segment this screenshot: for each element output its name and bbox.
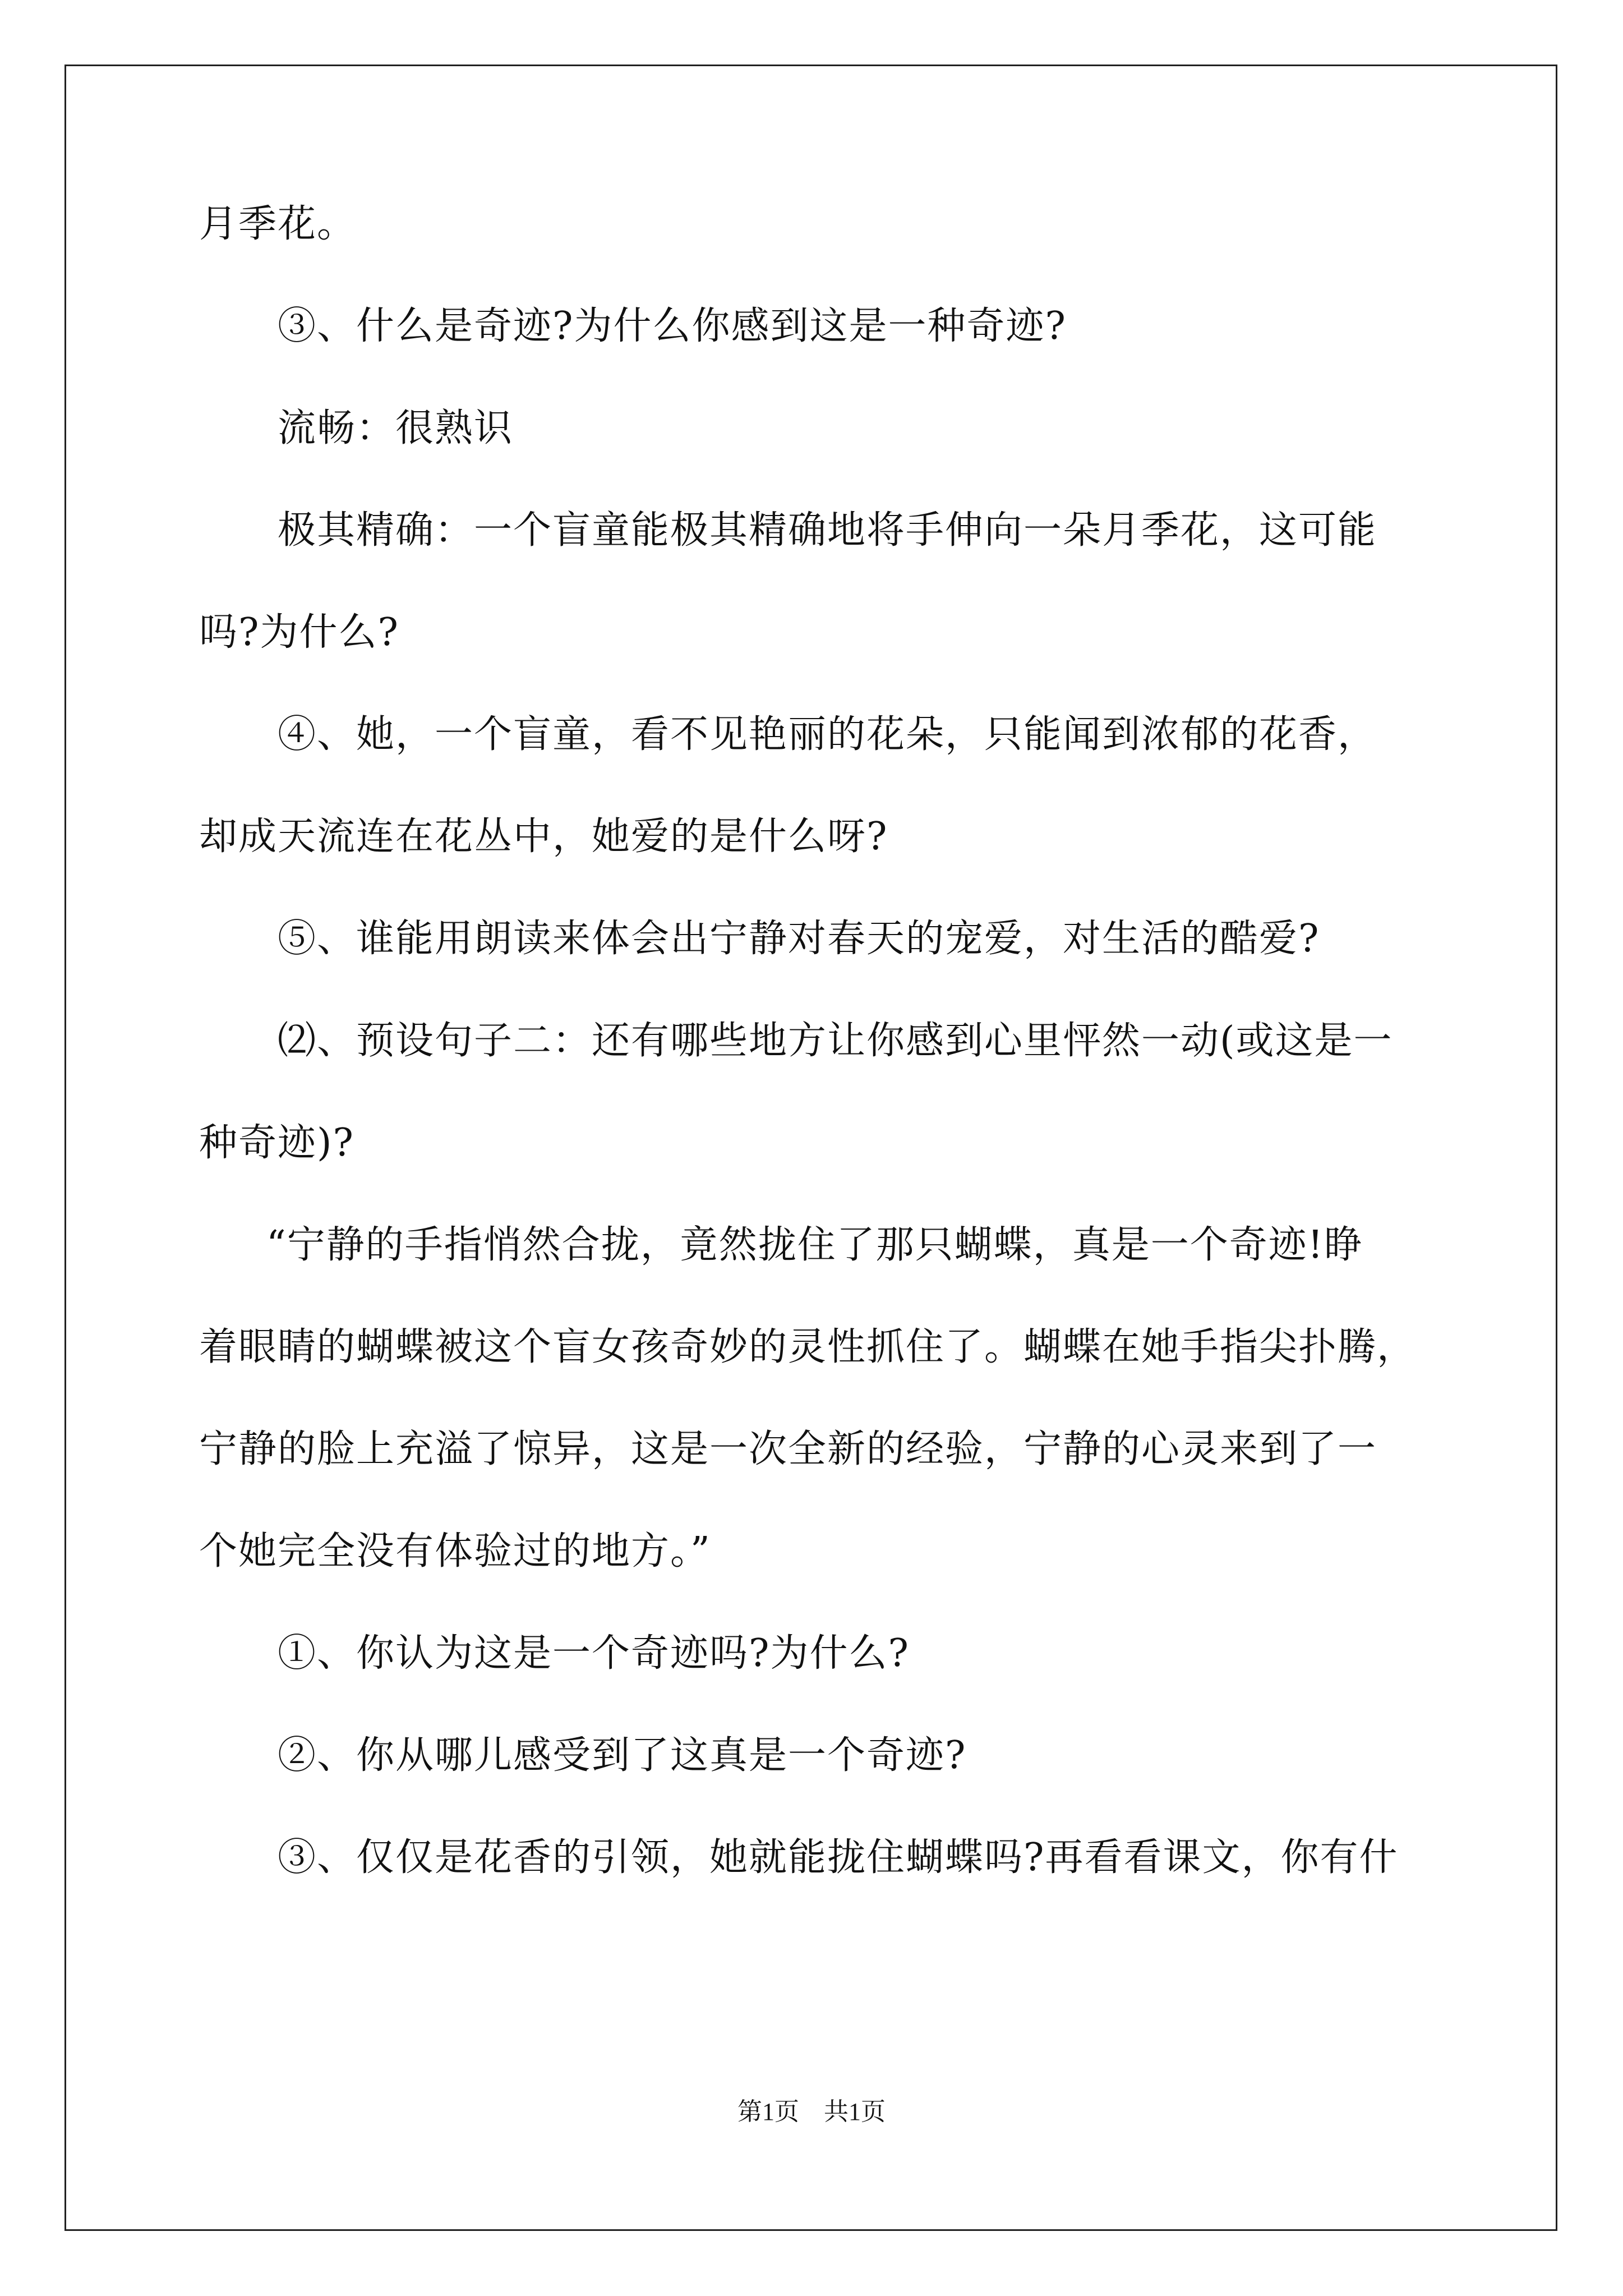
text-line: 宁静的脸上充溢了惊异，这是一次全新的经验，宁静的心灵来到了一 (199, 1427, 1377, 1471)
text-line: ⑵、预设句子二：还有哪些地方让你感到心里怦然一动(或这是一 (278, 1019, 1393, 1063)
text-line: 着眼睛的蝴蝶被这个盲女孩奇妙的灵性抓住了。蝴蝶在她手指尖扑腾， (199, 1325, 1417, 1369)
text-line: 却成天流连在花丛中，她爱的是什么呀? (199, 815, 888, 859)
text-line: ③、什么是奇迹?为什么你感到这是一种奇迹? (278, 304, 1067, 348)
text-line: 极其精确：一个盲童能极其精确地将手伸向一朵月季花，这可能 (278, 508, 1377, 553)
text-line: 流畅：很熟识 (278, 406, 514, 450)
text-line: “宁静的手指悄然合拢，竟然拢住了那只蝴蝶，真是一个奇迹!睁 (266, 1223, 1364, 1267)
text-line: ⑤、谁能用朗读来体会出宁静对春天的宠爱，对生活的酷爱? (278, 917, 1320, 961)
text-line: ④、她，一个盲童，看不见艳丽的花朵，只能闻到浓郁的花香， (278, 712, 1377, 757)
text-line: 月季花。 (199, 202, 357, 246)
text-line: 种奇迹)? (199, 1121, 354, 1165)
text-line: ②、你从哪儿感受到了这真是一个奇迹? (278, 1733, 967, 1778)
text-line: 个她完全没有体验过的地方。” (199, 1529, 711, 1573)
page-footer: 第1页 共1页 (737, 2098, 886, 2125)
text-line: ①、你认为这是一个奇迹吗?为什么? (278, 1631, 910, 1676)
text-line: 吗?为什么? (199, 610, 399, 655)
text-line: ③、仅仅是花香的引领，她就能拢住蝴蝶吗?再看看课文，你有什 (278, 1835, 1399, 1880)
